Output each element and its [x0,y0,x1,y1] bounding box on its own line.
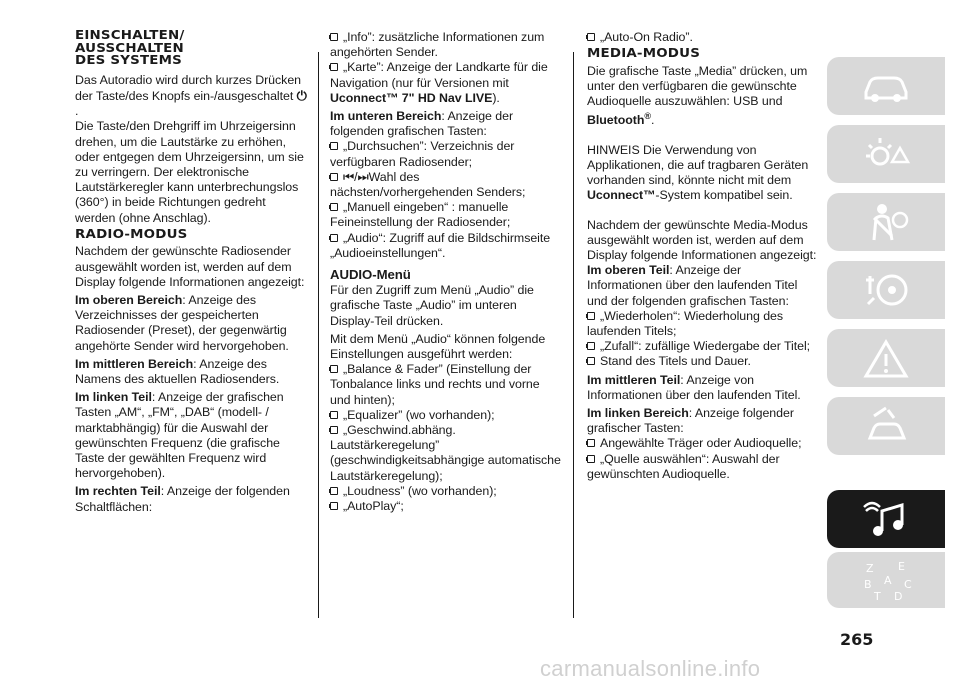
warning-triangle-icon [860,336,912,380]
list-item: „Manuell eingeben“ : manuelle Feineinstellung der Radiosender; [330,200,511,230]
list-item: „Auto-On Radio”. [587,30,819,45]
chapter-tab-dashboard[interactable] [827,125,945,183]
power-icon: ⏻ [296,87,307,103]
bullet-icon [330,173,338,181]
section-title-radio: RADIO-MODUS [75,227,188,242]
radio-right-area: Im rechten Teil: Anzeige der folgenden Schaltflächen: [75,484,290,514]
car-icon [860,64,912,108]
media-middle-area: Im mittleren Teil: Anzeige von Informationen über den laufenden Titel. [587,372,801,402]
bullet-icon [330,365,338,373]
section-title-einschalten: EINSCHALTEN/ AUSSCHALTEN DES SYSTEMS [75,29,185,68]
bullet-icon [330,203,338,211]
list-item: Stand des Titels und Dauer. [587,354,819,369]
radio-upper-area: Im oberen Bereich: Anzeige des Verzeichnisses der gespeicherten Radiosender (Preset), der gegenwärtig angehörte Sender wird hervorgehoben. [75,293,289,353]
list-item: Angewählte Träger oder Audioquelle; [587,436,819,451]
hinweis-paragraph: HINWEIS Die Verwendung von Applikationen, die auf tragbaren Geräten vorhanden sind, könnte nicht mit dem Uconnect™-System kompatibel sein. [587,142,809,203]
multimedia-note-icon [860,497,912,541]
media-info-paragraph: Nachdem der gewünschte Media-Modus ausgewählt worden ist, werden auf dem Display folgende Informationen angezeigt: [587,217,817,262]
chapter-tab-start[interactable] [827,261,945,319]
bullet-icon [587,312,595,320]
chapter-tab-index[interactable] [827,552,945,608]
radio-lower-area: Im unteren Bereich: Anzeige der folgenden grafischen Tasten: [330,109,514,139]
index-letter: E [898,560,905,573]
index-letter: B [864,578,872,591]
radio-middle-area: Im mittleren Bereich: Anzeige des Namens des aktuellen Radiosenders. [75,356,280,387]
index-letter: Z [866,562,874,575]
column-3 [587,30,819,482]
radio-paragraph: Nachdem der gewünschte Radiosender ausgewählt worden ist, werden auf dem Display folgende Informationen angezeigt: [75,244,305,289]
media-left-area: Im linken Bereich: Anzeige folgender grafischer Tasten: [587,405,794,436]
bullet-icon [330,426,338,434]
index-letter: D [894,590,903,602]
volume-paragraph: Die Taste/den Drehgriff im Uhrzeigersinn drehen, um die Lautstärke zu erhöhen, oder entgegen dem Uhrzeigersinn, um sie zu verringern. Der elektronische Lautstärkeregler kann unterbrechungslos (360°) in beide Richtungen gedreht werden (ohne Anschlag). [75,119,304,225]
audio-paragraph-1: Für den Zugriff zum Menü „Audio” die grafische Taste „Audio” im unteren Display-Teil drücken. [330,283,534,328]
list-item: „Zufall“: zufällige Wiedergabe der Titel; [587,339,819,354]
section-title-media: MEDIA-MODUS [587,47,701,62]
list-item: „Geschwind.abhäng. Lautstärkeregelung” (geschwindigkeitsabhängige automatische Lautstärkeregelung); [330,423,561,483]
media-upper-area: Im oberen Teil: Anzeige der Informationen über den laufenden Titel und der folgenden grafischen Tasten: [587,263,798,308]
bullet-icon [330,33,338,41]
bullet-icon [587,455,595,463]
list-item: „Wiederholen“: Wiederholung des laufenden Titels; [587,308,784,338]
index-letters-icon [860,558,912,602]
radio-left-area: Im linken Teil: Anzeige der grafischen Tasten „AM“, „FM“, „DAB“ (modell- / marktabhängig) für die Auswahl der gewünschten Frequenz (die grafische Taste der gewählten Frequenz wird hervorgehoben). [75,390,284,481]
bullet-icon [587,439,595,447]
list-item: „Audio“: Zugriff auf die Bildschirmseite „Audioeinstellungen“. [330,230,551,260]
bullet-icon [330,411,338,419]
list-item: „Karte”: Anzeige der Landkarte für die Navigation (nur für Versionen mit Uconnect™ 7" HD Nav LIVE). [330,60,548,105]
column-1 [75,30,307,515]
chapter-tab-safety[interactable] [827,193,945,251]
bullet-icon [330,234,338,242]
dashboard-warning-icon [860,132,912,176]
bullet-icon [587,342,595,350]
audio-paragraph-2: Mit dem Menü „Audio“ können folgende Einstellungen ausgeführt werden: [330,331,546,362]
media-paragraph: Die grafische Taste „Media” drücken, um unter den verfügbaren die gewünschte Audioquelle auszuwählen: USB und Bluetooth®. [587,63,808,128]
list-item: „Equalizer” (wo vorhanden); [330,408,562,423]
chapter-tab-emergency[interactable] [827,329,945,387]
seatbelt-airbag-icon [860,200,912,244]
steering-key-icon [860,268,912,312]
section-title-audio: AUDIO-Menü [330,267,411,283]
bullet-icon [587,357,595,365]
index-letter: C [904,578,912,591]
chapter-tab-maintenance[interactable] [827,397,945,455]
list-item: „Quelle auswählen“: Auswahl der gewünschten Audioquelle. [587,451,780,481]
power-paragraph: Das Autoradio wird durch kurzes Drücken der Taste/des Knopfs ein-/ausgeschaltet ⏻. [75,72,307,119]
list-item: „Info”: zusätzliche Informationen zum angehörten Sender. [330,30,545,60]
index-letter: T [874,590,881,602]
bullet-icon [330,487,338,495]
watermark: carmanualsonline.info [540,656,761,681]
chapter-tab-car[interactable] [827,57,945,115]
bullet-icon [330,502,338,510]
chapter-tab-multimedia[interactable] [827,490,945,548]
wrench-car-icon [860,404,912,448]
list-item: ⏮/⏭Wahl des nächsten/vorhergehenden Senders; [330,169,526,200]
index-letter: A [884,574,892,587]
list-item: „AutoPlay“; [330,499,562,514]
bullet-icon [330,63,338,71]
list-item: „Balance & Fader” (Einstellung der Tonbalance links und rechts und vorne und hinten); [330,362,540,407]
column-divider-1 [318,52,319,618]
bullet-icon [587,33,595,41]
page-number: 265 [840,630,874,649]
bullet-icon [330,142,338,150]
list-item: „Loudness” (wo vorhanden); [330,484,562,499]
list-item: „Durchsuchen”: Verzeichnis der verfügbaren Radiosender; [330,139,515,169]
column-divider-2 [573,52,574,618]
column-2 [330,30,562,514]
